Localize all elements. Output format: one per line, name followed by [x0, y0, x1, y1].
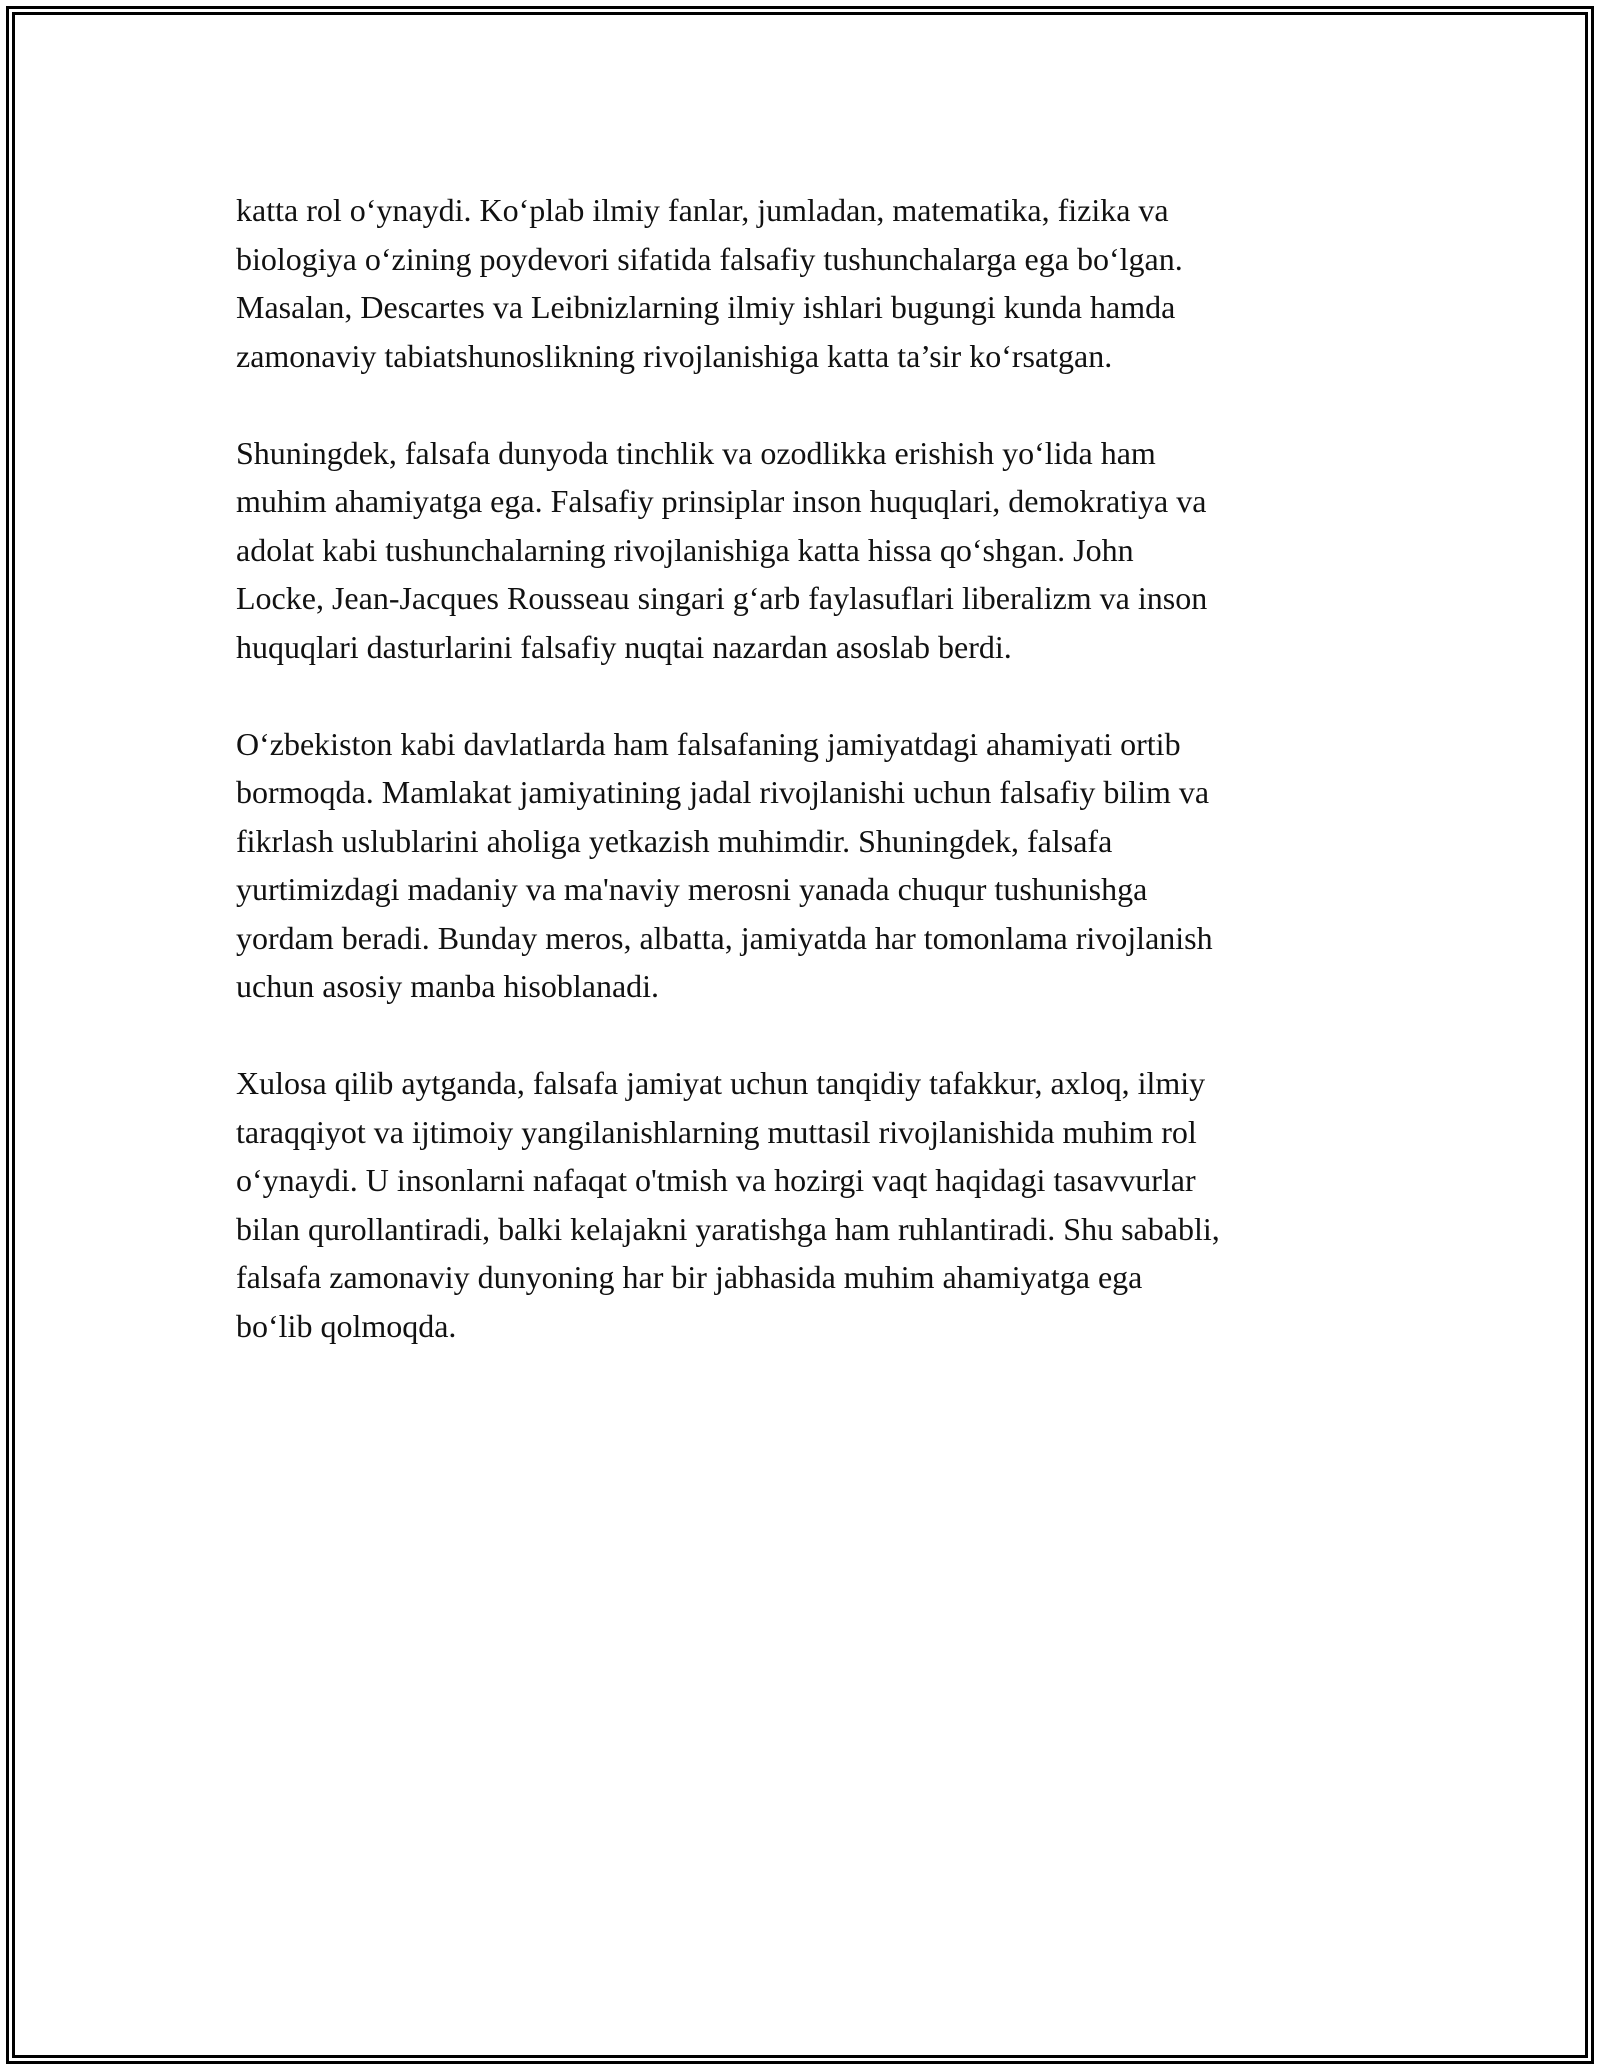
- text-line: bilan qurollantiradi, balki kelajakni yaratishga ham ruhlantiradi. Shu sababli,: [236, 1210, 1220, 1247]
- text-line: taraqqiyot va ijtimoiy yangilanishlarning muttasil rivojlanishida muhim rol: [236, 1113, 1197, 1150]
- text-line: falsafa zamonaviy dunyoning har bir jabhasida muhim ahamiyatga ega: [236, 1259, 1143, 1295]
- paragraph-3: [236, 720, 1366, 1011]
- text-line: zamonaviy tabiatshunoslikning rivojlanishiga katta ta’sir ko‘rsatgan.: [236, 337, 1113, 374]
- paragraph-2: [236, 429, 1366, 672]
- text-line: bo‘lib qolmoqda.: [236, 1307, 457, 1344]
- text-line: muhim ahamiyatga ega. Falsafiy prinsiplar inson huquqlari, demokratiya va: [236, 483, 1207, 519]
- text-line: Masalan, Descartes va Leibnizlarning ilmiy ishlari bugungi kunda hamda: [236, 289, 1176, 325]
- text-line: Xulosa qilib aytganda, falsafa jamiyat uchun tanqidiy tafakkur, axloq, ilmiy: [236, 1065, 1206, 1101]
- text-line: Shuningdek, falsafa dunyoda tinchlik va ozodlikka erishish yo‘lida ham: [236, 434, 1156, 471]
- text-line: biologiya o‘zining poydevori sifatida falsafiy tushunchalarga ega bo‘lgan.: [236, 240, 1183, 277]
- text-line: yurtimizdagi madaniy va ma'naviy merosni yanada chuqur tushunishga: [236, 871, 1148, 907]
- paragraph-1: [236, 186, 1366, 380]
- text-line: yordam beradi. Bunday meros, albatta, jamiyatda har tomonlama rivojlanish: [236, 919, 1213, 956]
- text-line: O‘zbekiston kabi davlatlarda ham falsafaning jamiyatdagi ahamiyati ortib: [236, 725, 1181, 762]
- text-line: fikrlash uslublarini aholiga yetkazish muhimdir. Shuningdek, falsafa: [236, 822, 1113, 859]
- text-line: katta rol o‘ynaydi. Ko‘plab ilmiy fanlar, jumladan, matematika, fizika va: [236, 192, 1169, 228]
- paragraph-4: [236, 1059, 1366, 1350]
- text-line: uchun asosiy manba hisoblanadi.: [236, 968, 660, 1004]
- text-line: huquqlari dasturlarini falsafiy nuqtai nazardan asoslab berdi.: [236, 628, 1012, 665]
- text-line: o‘ynaydi. U insonlarni nafaqat o'tmish va hozirgi vaqt haqidagi tasavvurlar: [236, 1162, 1196, 1198]
- text-line: adolat kabi tushunchalarning rivojlanishiga katta hissa qo‘shgan. John: [236, 531, 1134, 568]
- text-line: bormoqda. Mamlakat jamiyatining jadal rivojlanishi uchun falsafiy bilim va: [236, 774, 1210, 810]
- document-body: [236, 186, 1366, 1399]
- text-line: Locke, Jean-Jacques Rousseau singari g‘arb faylasuflari liberalizm va inson: [236, 580, 1208, 616]
